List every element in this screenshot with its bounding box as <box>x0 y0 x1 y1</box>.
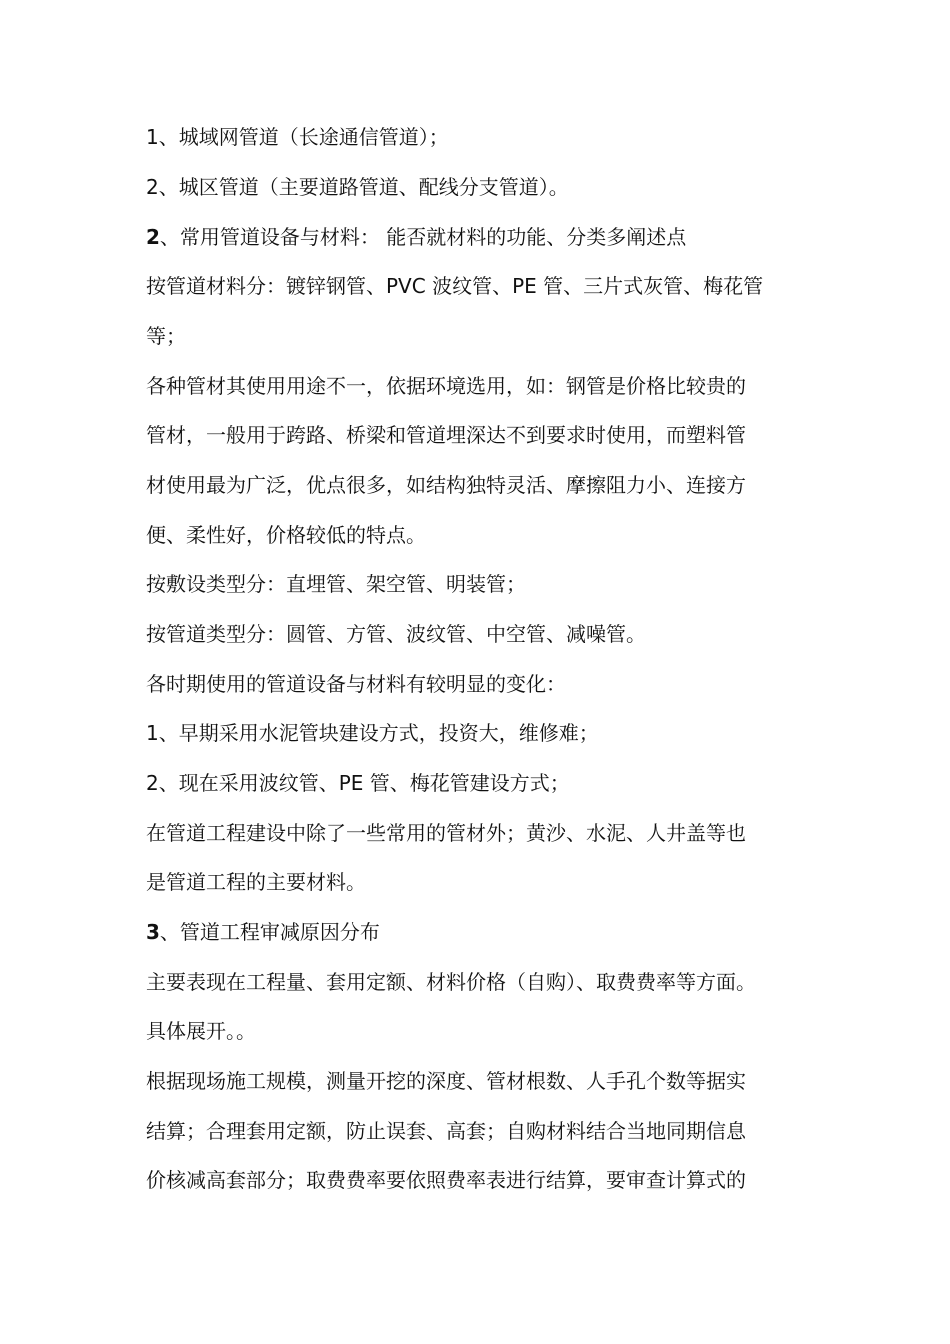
line-text: 具体展开。。 <box>146 1019 256 1043</box>
line-text: 按管道材料分：镀锌钢管、PVC 波纹管、PE 管、三片式灰管、梅花管 <box>146 274 764 298</box>
list-number: 2 <box>146 175 159 199</box>
line-text: 价核减高套部分；取费费率要依照费率表进行结算，要审查计算式的 <box>146 1168 746 1192</box>
line-city-district-pipe <box>146 174 816 200</box>
paragraph-line <box>146 621 816 647</box>
paragraph-line <box>146 472 816 498</box>
list-item <box>146 720 816 746</box>
paragraph-line <box>146 1118 816 1144</box>
section-number: 2 <box>146 225 160 249</box>
paragraph-line <box>146 820 816 846</box>
paragraph-line <box>146 1068 816 1094</box>
line-text: 、常用管道设备与材料： 能否就材料的功能、分类多阐述点 <box>159 225 687 249</box>
paragraph-line <box>146 422 816 448</box>
paragraph-line <box>146 373 816 399</box>
paragraph-line <box>146 571 816 597</box>
paragraph-line <box>146 671 816 697</box>
list-item <box>146 770 816 796</box>
paragraph-line <box>146 969 816 995</box>
line-text: 便、柔性好，价格较低的特点。 <box>146 523 426 547</box>
paragraph-line <box>146 273 816 299</box>
section-heading-materials <box>146 224 816 250</box>
paragraph-line <box>146 1167 816 1193</box>
paragraph-line <box>146 522 816 548</box>
paragraph-line <box>146 323 816 349</box>
paragraph-line <box>146 869 816 895</box>
line-text: 、管道工程审减原因分布 <box>159 920 380 944</box>
line-text: 是管道工程的主要材料。 <box>146 870 366 894</box>
list-number: 2 <box>146 771 159 795</box>
line-text: 、现在采用波纹管、PE 管、梅花管建设方式； <box>158 771 570 795</box>
list-number: 1 <box>146 125 159 149</box>
line-urban-network-pipe <box>146 124 816 150</box>
line-text: 、城域网管道（长途通信管道）； <box>158 125 449 149</box>
line-text: 、早期采用水泥管块建设方式，投资大，维修难； <box>158 721 599 745</box>
line-text: 各时期使用的管道设备与材料有较明显的变化： <box>146 672 566 696</box>
line-text: 材使用最为广泛，优点很多，如结构独特灵活、摩擦阻力小、连接方 <box>146 473 746 497</box>
line-text: 等； <box>146 324 186 348</box>
line-text: 各种管材其使用用途不一，依据环境选用，如：钢管是价格比较贵的 <box>146 374 746 398</box>
line-text: 主要表现在工程量、套用定额、材料价格（自购）、取费费率等方面。 <box>146 970 756 994</box>
list-number: 1 <box>146 721 159 745</box>
line-text: 、城区管道（主要道路管道、配线分支管道）。 <box>158 175 569 199</box>
paragraph-line <box>146 1018 816 1044</box>
line-text: 结算；合理套用定额，防止误套、高套；自购材料结合当地同期信息 <box>146 1119 746 1143</box>
line-text: 按管道类型分：圆管、方管、波纹管、中空管、减噪管。 <box>146 622 646 646</box>
section-heading-reductions <box>146 919 816 945</box>
line-text: 根据现场施工规模，测量开挖的深度、管材根数、人手孔个数等据实 <box>146 1069 746 1093</box>
section-number: 3 <box>146 920 160 944</box>
line-text: 管材，一般用于跨路、桥梁和管道埋深达不到要求时使用，而塑料管 <box>146 423 746 447</box>
line-text: 按敷设类型分：直埋管、架空管、明装管； <box>146 572 526 596</box>
line-text: 在管道工程建设中除了一些常用的管材外；黄沙、水泥、人井盖等也 <box>146 821 746 845</box>
